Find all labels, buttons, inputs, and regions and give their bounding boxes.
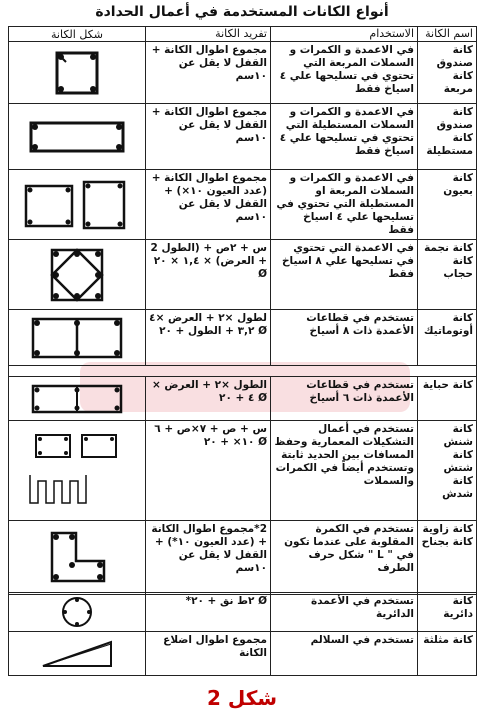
row-cut: س + ٢ص + (الطول 2 + العرض) × ١,٤ × ٢٠ Ø [146, 240, 271, 310]
row-name: كانة حباية [418, 377, 477, 421]
row-name: كانة دائرية [418, 593, 477, 632]
row-cut: س + ص + ٧×ص + ٦ Ø ١٠× + ٢٠ [146, 421, 271, 521]
row-cut: Ø ٢ط نق + ٢٠* [146, 593, 271, 632]
row-use: تستخدم في الكمرة المقلوبة على عندما تكون في " L " شكل حرف الطرف [271, 521, 418, 595]
table-row [9, 593, 477, 632]
row-name: كانة صندوق كانة مربعة [418, 42, 477, 104]
row-cut: مجموع اطوال الكانة + (عدد العيون ١٠×) + القفل لا يقل عن ١٠سم [146, 170, 271, 240]
row-cut: لطول ×٢ + العرض ×٤ Ø ٣,٢ + الطول + ٢٠ [146, 310, 271, 366]
row-cut: 2*مجموع اطوال الكانة + (عدد العيون ١٠*) + القفل لا يقل عن ١٠سم [146, 521, 271, 595]
header-cut: تفريد الكانة [146, 27, 271, 42]
row-use: في الاعمدة و الكمرات و السملات المربعة او المستطيلة التي تحتوي في تسليحها علي ٤ اسياخ فقط [271, 170, 418, 240]
table-row [9, 632, 477, 676]
row-use: في الاعمدة و الكمرات و السملات المربعة التي تحتوي في تسليحها علي ٤ اسياخ فقط [271, 42, 418, 104]
row-cut: مجموع اطوال الكانة + القفل لا يقل عن ١٠سم [146, 104, 271, 170]
row-use: تستخدم في قطاعات الأعمدة ذات ٦ أسياخ [271, 377, 418, 421]
table-header-row [9, 27, 477, 42]
table-row [9, 310, 477, 366]
row-use: تستخدم في قطاعات الأعمدة ذات ٨ أسياخ [271, 310, 418, 366]
stirrup-table-extra [8, 592, 477, 676]
automatic-stirrup-icon [29, 315, 125, 361]
row-cut: مجموع اطوال اضلاع الكانة [146, 632, 271, 676]
rectangular-stirrup-icon [27, 117, 127, 157]
row-name: كانة مثلثة [418, 632, 477, 676]
figure-label: شكل 2 [206, 686, 278, 710]
row-name: كانة أوتوماتيك [418, 310, 477, 366]
row-cut: مجموع اطوال الكانة + القفل لا يقل عن ١٠سم [146, 42, 271, 104]
table-row [9, 240, 477, 310]
header-use: الاستخدام [271, 27, 418, 42]
row-use: في الاعمدة التي تحتوي في تسليحها علي ٨ اسياخ فقط [271, 240, 418, 310]
table-row [9, 377, 477, 421]
row-cut: الطول ×٢ + العرض × Ø ٤ + ٢٠ [146, 377, 271, 421]
angle-stirrup-icon [42, 527, 112, 589]
header-name: اسم الكانة [418, 27, 477, 42]
table-row [9, 42, 477, 104]
page-title: أنواع الكانات المستخدمة في أعمال الحدادة [95, 4, 389, 20]
pill-stirrup-icon [29, 382, 125, 416]
table-row [9, 521, 477, 595]
table-row [9, 104, 477, 170]
row-name: كانة شنش كانة شتش كانة شدش [418, 421, 477, 521]
row-use: في الاعمدة و الكمرات و السملات المستطيلة التي تحتوي في تسليحها علي ٤ اسياخ فقط [271, 104, 418, 170]
header-shape: شكل الكانة [9, 27, 146, 42]
circular-stirrup-icon [55, 595, 99, 629]
table-row [9, 421, 477, 521]
triangular-stirrup-icon [37, 636, 117, 672]
row-name: كانة بعيون [418, 170, 477, 240]
row-name: كانة صندوق كانة مستطيلة [418, 104, 477, 170]
row-name: كانة زاوية كانة بجناح [418, 521, 477, 595]
zigzag-stirrup-icon [22, 431, 132, 511]
eyed-stirrup-icon [22, 178, 132, 232]
table-row [9, 170, 477, 240]
square-stirrup-icon [52, 48, 102, 98]
star-stirrup-icon [46, 244, 108, 306]
row-use: تستخدم في السلالم [271, 632, 418, 676]
row-name: كانة نجمة كانة حجاب [418, 240, 477, 310]
row-use: تستخدم في الأعمدة الدائرية [271, 593, 418, 632]
row-use: تستخدم في أعمال التشكيلات المعمارية وحفظ المسافات بين الحديد ثابتة وتستخدم أيضاً في الكمرات والسملات [271, 421, 418, 521]
stirrup-table [8, 26, 477, 595]
